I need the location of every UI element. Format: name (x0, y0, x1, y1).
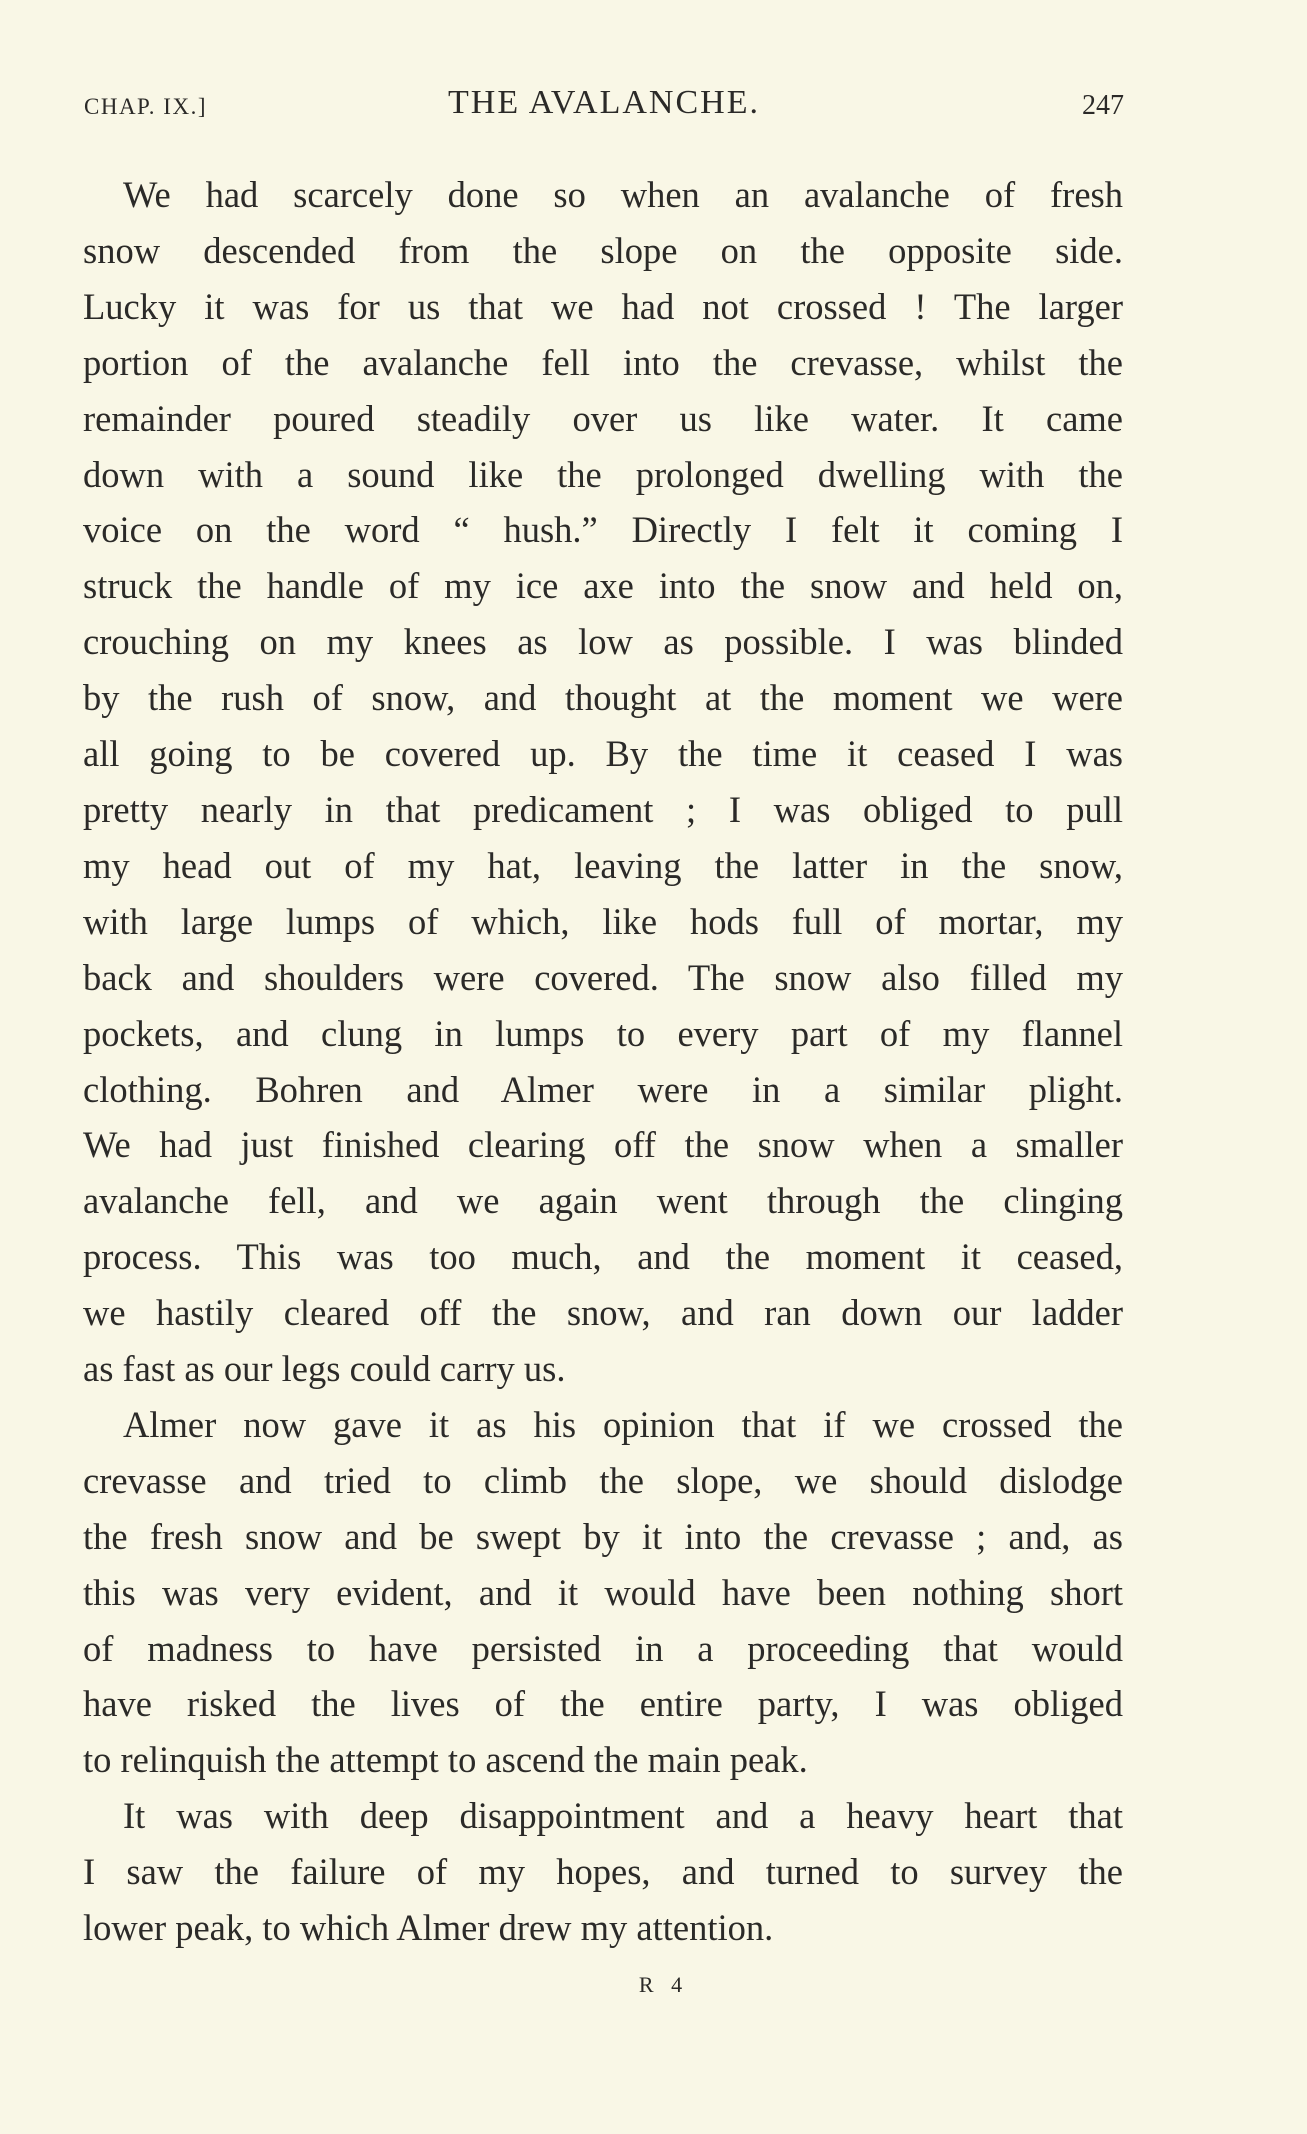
text-line: have risked the lives of the entire party, I was obliged (83, 1683, 1123, 1725)
text-line: I saw the failure of my hopes, and turned to survey the (83, 1851, 1123, 1893)
text-line: all going to be covered up. By the time it ceased I was (83, 733, 1123, 775)
text-line: struck the handle of my ice axe into the snow and held on, (83, 565, 1123, 607)
body-text (83, 167, 1123, 1956)
page-title: THE AVALANCHE. (448, 84, 760, 121)
chapter-label: CHAP. IX.] (84, 94, 207, 119)
text-line: with large lumps of which, like hods full of mortar, my (83, 900, 1123, 942)
text-line: We had just finished clearing off the snow when a smaller (83, 1124, 1123, 1166)
text-line: as fast as our legs could carry us. (83, 1348, 566, 1390)
text-line: Lucky it was for us that we had not crossed ! The larger (83, 285, 1123, 327)
text-line: of madness to have persisted in a proceeding that would (83, 1627, 1123, 1669)
signature-mark: R 4 (638, 1972, 689, 1997)
text-line: pockets, and clung in lumps to every part of my flannel (83, 1012, 1123, 1054)
text-line: lower peak, to which Almer drew my attention. (83, 1907, 774, 1949)
text-line: this was very evident, and it would have been nothing short (83, 1571, 1123, 1613)
text-line: clothing. Bohren and Almer were in a similar plight. (83, 1068, 1123, 1110)
text-line: pretty nearly in that predicament ; I was obliged to pull (83, 788, 1123, 830)
text-line: snow descended from the slope on the opposite side. (83, 229, 1123, 271)
text-line: back and shoulders were covered. The snow also filled my (83, 956, 1123, 998)
text-line: my head out of my hat, leaving the latter in the snow, (83, 844, 1123, 886)
page-number: 247 (1082, 90, 1124, 121)
text-line: portion of the avalanche fell into the crevasse, whilst the (83, 341, 1123, 383)
text-line: crevasse and tried to climb the slope, we should dislodge (83, 1459, 1123, 1501)
text-line: we hastily cleared off the snow, and ran down our ladder (83, 1292, 1123, 1334)
running-head (84, 84, 1124, 134)
text-line: down with a sound like the prolonged dwelling with the (83, 453, 1123, 495)
text-line: We had scarcely done so when an avalanche of fresh (123, 174, 1123, 215)
text-line: avalanche fell, and we again went through the clinging (83, 1180, 1123, 1222)
text-line: the fresh snow and be swept by it into the crevasse ; and, as (83, 1515, 1123, 1557)
text-line: It was with deep disappointment and a heavy heart that (123, 1795, 1123, 1837)
text-line: by the rush of snow, and thought at the moment we were (83, 677, 1123, 719)
text-line: crouching on my knees as low as possible. I was blinded (83, 621, 1123, 663)
text-line: process. This was too much, and the moment it ceased, (83, 1236, 1123, 1278)
text-line: remainder poured steadily over us like water. It came (83, 397, 1123, 439)
text-line: Almer now gave it as his opinion that if we crossed the (123, 1403, 1123, 1445)
text-line: to relinquish the attempt to ascend the main peak. (83, 1739, 808, 1781)
text-line: voice on the word “ hush.” Directly I felt it coming I (83, 509, 1123, 551)
